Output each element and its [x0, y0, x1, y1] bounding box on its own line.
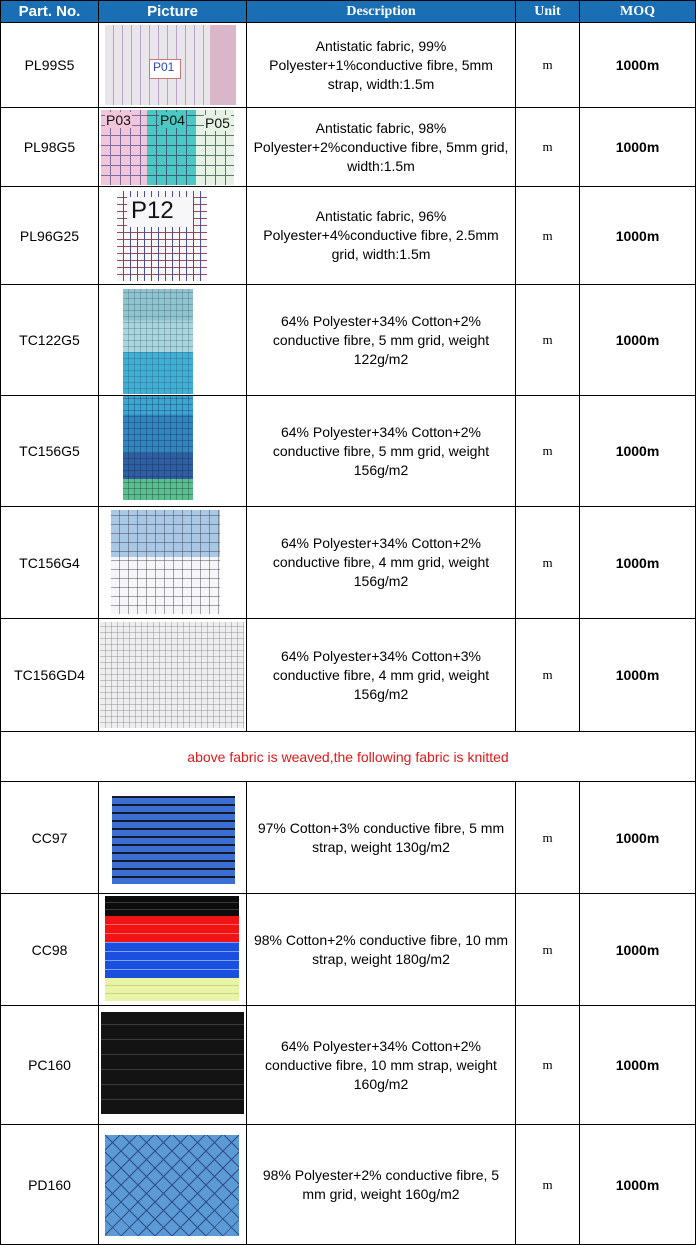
moq: 1000m — [580, 782, 696, 894]
description: 64% Polyester+34% Cotton+2% conductive fibre, 10 mm strap, weight 160g/m2 — [247, 1006, 516, 1125]
fabric-swatch-image — [112, 796, 235, 884]
fabric-swatch-image — [105, 25, 236, 105]
fabric-picture — [99, 1125, 247, 1245]
part-number: PD160 — [1, 1125, 99, 1245]
table-row — [1, 1125, 696, 1245]
fabric-swatch-image — [117, 191, 207, 281]
description: 64% Polyester+34% Cotton+2% conductive fibre, 5 mm grid, weight 156g/m2 — [247, 396, 516, 507]
part-number: PL96G25 — [1, 187, 99, 285]
table-row — [1, 108, 696, 187]
table-row — [1, 1006, 696, 1125]
description: Antistatic fabric, 99% Polyester+1%conductive fibre, 5mm strap, width:1.5m — [247, 23, 516, 108]
fabric-picture — [99, 619, 247, 732]
header-moq: MOQ — [580, 1, 696, 23]
fabric-picture — [99, 507, 247, 619]
description: 98% Cotton+2% conductive fibre, 10 mm strap, weight 180g/m2 — [247, 894, 516, 1006]
fabric-picture — [99, 187, 247, 285]
header-description: Description — [247, 1, 516, 23]
table-row — [1, 894, 696, 1006]
table-row — [1, 507, 696, 619]
moq: 1000m — [580, 1125, 696, 1245]
note-text: above fabric is weaved,the following fabric is knitted — [1, 732, 696, 782]
part-number: TC122G5 — [1, 285, 99, 396]
description: 98% Polyester+2% conductive fibre, 5 mm grid, weight 160g/m2 — [247, 1125, 516, 1245]
fabric-picture — [99, 108, 247, 187]
fabric-swatch-image — [123, 289, 193, 394]
header-row — [1, 1, 696, 23]
moq: 1000m — [580, 396, 696, 507]
table-row — [1, 782, 696, 894]
unit: m — [516, 619, 580, 732]
fabric-picture — [99, 782, 247, 894]
fabric-swatch-image — [101, 110, 234, 185]
swatch-label: P04 — [160, 112, 185, 128]
fabric-swatch-image — [100, 622, 244, 728]
part-number: TC156GD4 — [1, 619, 99, 732]
fabric-swatch-image — [105, 896, 239, 1001]
unit: m — [516, 1125, 580, 1245]
table-row — [1, 23, 696, 108]
description: Antistatic fabric, 98% Polyester+2%conductive fibre, 5mm grid, width:1.5m — [247, 108, 516, 187]
moq: 1000m — [580, 285, 696, 396]
fabric-picture — [99, 285, 247, 396]
fabric-swatch-image — [105, 1135, 239, 1236]
moq: 1000m — [580, 507, 696, 619]
moq: 1000m — [580, 1006, 696, 1125]
fabric-picture — [99, 1006, 247, 1125]
header-picture: Picture — [99, 1, 247, 23]
fabric-picture — [99, 894, 247, 1006]
unit: m — [516, 782, 580, 894]
unit: m — [516, 507, 580, 619]
description: 97% Cotton+3% conductive fibre, 5 mm strap, weight 130g/m2 — [247, 782, 516, 894]
table-row — [1, 187, 696, 285]
moq: 1000m — [580, 619, 696, 732]
note-row — [1, 732, 696, 782]
part-number: TC156G5 — [1, 396, 99, 507]
description: 64% Polyester+34% Cotton+3% conductive fibre, 4 mm grid, weight 156g/m2 — [247, 619, 516, 732]
fabric-swatch-image — [123, 396, 193, 500]
part-number: TC156G4 — [1, 507, 99, 619]
fabric-swatch-image — [111, 510, 220, 614]
unit: m — [516, 894, 580, 1006]
table-row — [1, 619, 696, 732]
part-number: PL99S5 — [1, 23, 99, 108]
unit: m — [516, 1006, 580, 1125]
part-number: CC98 — [1, 894, 99, 1006]
table-row — [1, 285, 696, 396]
fabric-picture — [99, 396, 247, 507]
moq: 1000m — [580, 23, 696, 108]
part-number: CC97 — [1, 782, 99, 894]
fabric-picture — [99, 23, 247, 108]
swatch-label: P01 — [153, 60, 175, 74]
swatch-label: P03 — [106, 112, 131, 128]
unit: m — [516, 23, 580, 108]
description: 64% Polyester+34% Cotton+2% conductive fibre, 5 mm grid, weight 122g/m2 — [247, 285, 516, 396]
moq: 1000m — [580, 187, 696, 285]
unit: m — [516, 187, 580, 285]
swatch-label: P05 — [205, 115, 230, 131]
moq: 1000m — [580, 108, 696, 187]
moq: 1000m — [580, 894, 696, 1006]
swatch-label: P12 — [131, 197, 174, 224]
description: Antistatic fabric, 96% Polyester+4%conductive fibre, 2.5mm grid, width:1.5m — [247, 187, 516, 285]
table-row — [1, 396, 696, 507]
part-number: PC160 — [1, 1006, 99, 1125]
header-part-no: Part. No. — [1, 1, 99, 23]
unit: m — [516, 396, 580, 507]
header-unit: Unit — [516, 1, 580, 23]
description: 64% Polyester+34% Cotton+2% conductive fibre, 4 mm grid, weight 156g/m2 — [247, 507, 516, 619]
unit: m — [516, 108, 580, 187]
part-number: PL98G5 — [1, 108, 99, 187]
fabric-swatch-image — [101, 1012, 244, 1114]
unit: m — [516, 285, 580, 396]
